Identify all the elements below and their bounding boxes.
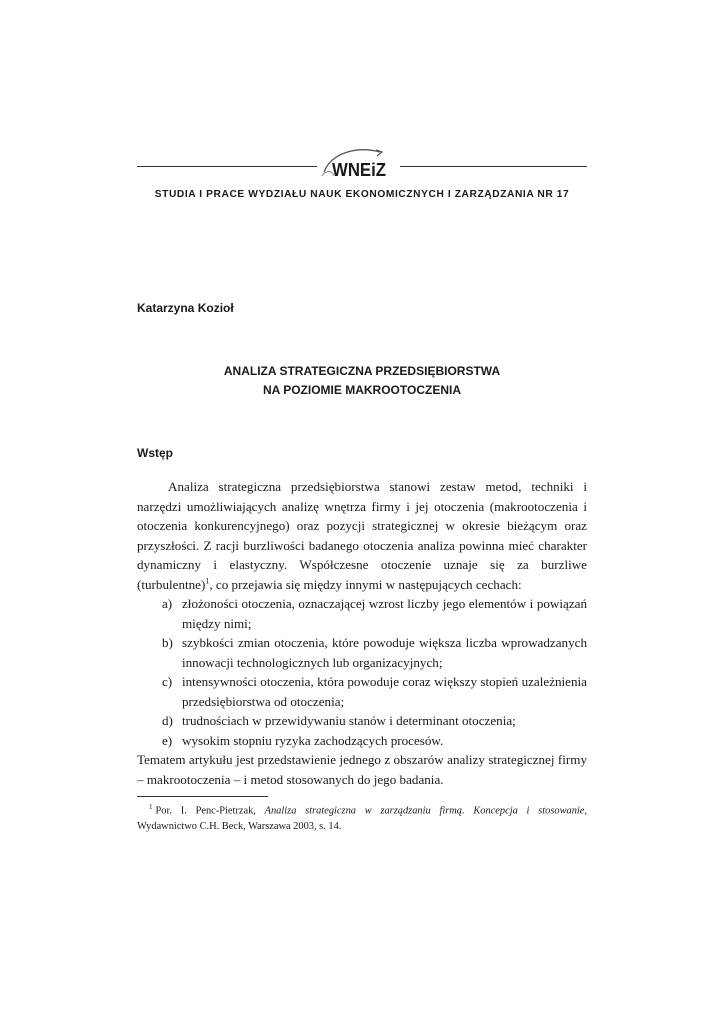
article-title-line-2: NA POZIOMIE MAKROOTOCZENIA xyxy=(263,383,461,397)
header-rule-left xyxy=(137,166,317,167)
paragraph-intro xyxy=(137,477,587,594)
header-rule-right xyxy=(400,166,587,167)
section-heading: Wstęp xyxy=(137,446,173,460)
list-item-label: c) xyxy=(162,674,173,689)
list-item-text: złożoności otoczenia, oznaczającej wzrost liczby jego elementów i powiązań między nimi; xyxy=(182,596,587,631)
footnote-ref: 1 xyxy=(205,576,210,586)
list-item-text: intensywności otoczenia, która powoduje coraz większy stopień uzależnienia przedsiębiorstwa od otoczenia; xyxy=(182,674,587,709)
body-text xyxy=(137,477,587,789)
logo-text: WNEiZ xyxy=(332,160,386,180)
list-item-label: d) xyxy=(162,713,173,728)
paragraph-intro-text-a: Analiza strategiczna przedsiębiorstwa stanowi zestaw metod, techniki i narzędzi umożliwiających analizę wnętrza firmy i jej otoczenia (makrootoczenia i otoczenia konkurencyjnego) oraz pozycji strategicznej w okresie bieżącym oraz przyszłości. Z racji burzliwości badanego otoczenia analiza powinna mieć charakter dynamiczny i elastyczny. Współczesne otoczenie uznaje się za burzliwe (turbulentne) xyxy=(137,479,587,592)
footnote-book-title: Analiza strategiczna w zarządzaniu firmą. Koncepcja i stosowanie xyxy=(264,805,585,817)
footnote-mark: 1 xyxy=(149,803,153,811)
article-title-line-1: ANALIZA STRATEGICZNA PRZEDSIĘBIORSTWA xyxy=(223,364,501,378)
list-item xyxy=(137,594,587,633)
footnote xyxy=(137,799,587,835)
list-item xyxy=(137,731,587,751)
list-item-text: trudnościach w przewidywaniu stanów i determinant otoczenia; xyxy=(182,713,516,728)
footnote-rule xyxy=(137,796,268,797)
journal-title: STUDIA I PRACE WYDZIAŁU NAUK EKONOMICZNYCH I ZARZĄDZANIA NR 17 xyxy=(154,189,570,200)
list-item-text: wysokim stopniu ryzyka zachodzących procesów. xyxy=(182,732,444,748)
paragraph-intro-text-b: , co przejawia się między innymi w następujących cechach: xyxy=(209,576,522,592)
wneiz-logo-icon xyxy=(318,146,398,186)
article-title xyxy=(0,362,724,400)
list-item-text: szybkości zmian otoczenia, które powoduje większa liczba wprowadzanych innowacji technologicznych lub organizacyjnych; xyxy=(182,635,587,670)
author-name: Katarzyna Kozioł xyxy=(137,301,234,315)
features-list xyxy=(137,594,587,750)
list-item-label: a) xyxy=(162,596,173,611)
footnote-text-b: , Wydawnictwo C.H. Beck, Warszawa 2003, s. 14. xyxy=(137,805,587,833)
list-item xyxy=(137,672,587,711)
paragraph-topic: Tematem artykułu jest przedstawienie jednego z obszarów analizy strategicznej firmy – makrootoczenia – i metod stosowanych do jego badania. xyxy=(137,752,587,787)
list-item xyxy=(137,711,587,731)
list-item xyxy=(137,633,587,672)
list-item-label: e) xyxy=(162,732,173,748)
footnote-text-a: Por. I. Penc-Pietrzak, xyxy=(155,805,265,817)
list-item-label: b) xyxy=(162,635,173,650)
